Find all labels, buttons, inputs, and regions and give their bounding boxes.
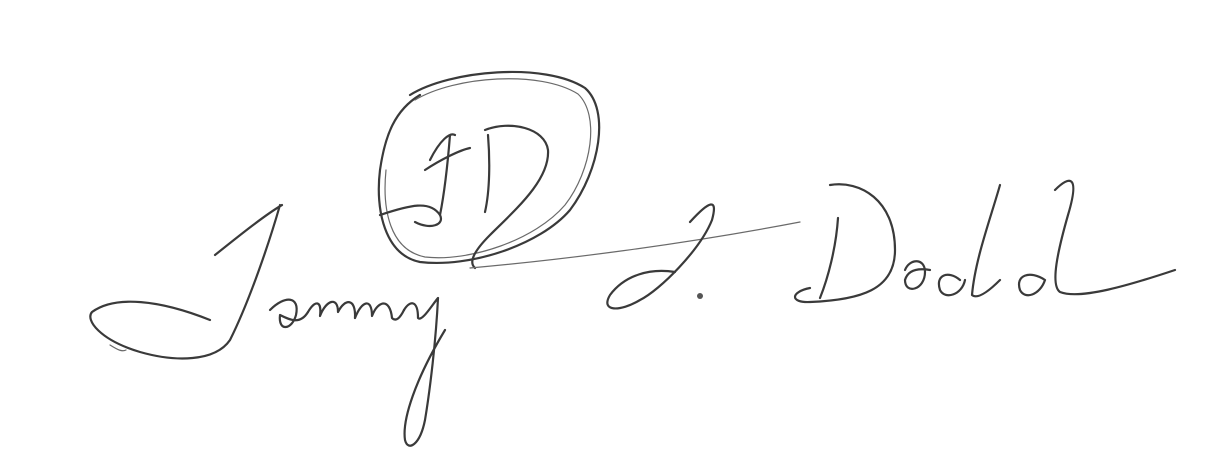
monogram-td <box>379 72 599 268</box>
middle-initial-strokes <box>607 204 714 308</box>
last-name-strokes <box>795 181 1175 302</box>
